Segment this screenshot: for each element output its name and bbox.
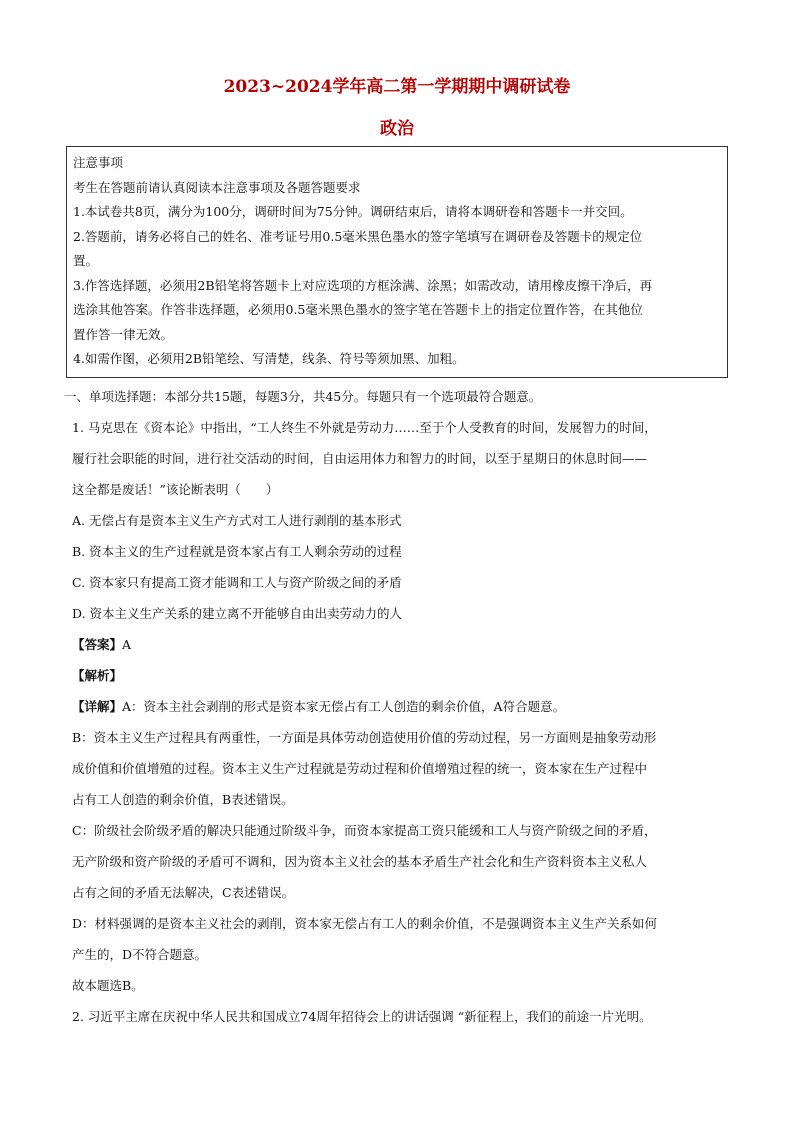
explanation-line: 成价值和价值增殖的过程。资本主义生产过程就是劳动过程和价值增殖过程的统一，资本家在生产过程中 [72, 761, 648, 776]
option-b: B. 资本主义的生产过程就是资本家占有工人剩余劳动的过程 [72, 544, 402, 559]
notice-box [66, 146, 728, 378]
notice-intro: 考生在答题前请认真阅读本注意事项及各题答题要求 [73, 179, 361, 195]
notice-line: 1.本试卷共8页，满分为100分，调研时间为75分钟。调研结束后，请将本调研卷和答题卡一并交回。 [73, 204, 633, 219]
option-c: C. 资本家只有提高工资才能调和工人与资产阶级之间的矛盾 [72, 575, 402, 590]
exam-title: 2023~2024学年高二第一学期期中调研试卷 [223, 77, 571, 97]
option-a: A. 无偿占有是资本主义生产方式对工人进行剥削的基本形式 [72, 513, 402, 528]
section-heading: 一、单项选择题：本部分共15题，每题3分，共45分。每题只有一个选项最符合题意。 [64, 389, 542, 404]
answer-label: 【答案】 [72, 637, 123, 652]
explanation-line [72, 691, 732, 722]
notice-line: 选涂其他答案。作答非选择题，必须用0.5毫米黑色墨水的签字笔在答题卡上的指定位置作答，在其他位 [73, 302, 643, 317]
explanation-line: B：资本主义生产过程具有两重性，一方面是具体劳动创造使用价值的劳动过程，另一方面则是抽象劳动形 [72, 730, 657, 745]
question-2-stem: 2. 习近平主席在庆祝中华人民共和国成立74周年招待会上的讲话强调 “新征程上，我们的前途一片光明。 [72, 1009, 652, 1024]
subject-title: 政治 [380, 119, 414, 139]
explanation-line: C：阶级社会阶级矛盾的解决只能通过阶级斗争，而资本家提高工资只能缓和工人与资产阶级之间的矛盾， [72, 823, 657, 838]
question-stem-line: 1. 马克思在《资本论》中指出，“工人终生不外就是劳动力……至于个人受教育的时间，发展智力的时间， [72, 420, 657, 435]
question-stem-line: 履行社会职能的时间，进行社交活动的时间，自由运用体力和智力的时间，以至于星期日的休息时间—— [72, 451, 648, 466]
explanation-line: 占有工人创造的剩余价值，B表述错误。 [72, 792, 294, 807]
explanation-line: 产生的，D不符合题意。 [72, 947, 208, 962]
option-d: D. 资本主义生产关系的建立离不开能够自由出卖劳动力的人 [72, 606, 403, 621]
answer-line [72, 629, 732, 660]
explanation-line: D：材料强调的是资本主义社会的剥削，资本家无偿占有工人的剩余价值，不是强调资本主义生产关系如何 [72, 916, 658, 931]
notice-line: 置。 [73, 253, 99, 268]
notice-line: 3.作答选择题，必须用2B铅笔将答题卡上对应选项的方框涂满、涂黑；如需改动，请用橡皮擦干净后，再 [73, 277, 653, 293]
notice-line: 2.答题前，请务必将自己的姓名、准考证号用0.5毫米黑色墨水的签字笔填写在调研卷及答题卡的规定位 [73, 228, 643, 244]
analysis-label: 【解析】 [72, 668, 123, 683]
notice-line: 4.如需作图，必须用2B铅笔绘、写清楚，线条、符号等须加黑、加粗。 [73, 351, 465, 366]
notice-line: 置作答一律无效。 [73, 326, 174, 342]
notice-heading: 注意事项 [73, 155, 124, 170]
question-stem-line: 这全都是废话！”该论断表明（ ） [72, 482, 279, 497]
exam-content [64, 381, 732, 1032]
explanation-line: 故本题选B。 [72, 978, 144, 993]
answer-value: A [122, 637, 132, 652]
explanation-line: 无产阶级和资产阶级的矛盾可不调和，因为资本主义社会的基本矛盾生产社会化和生产资料资本主义私人 [72, 854, 648, 869]
explanation-text: A：资本主社会剥削的形式是资本家无偿占有工人创造的剩余价值，A符合题意。 [122, 699, 566, 714]
detail-label: 【详解】 [72, 699, 123, 714]
explanation-line: 占有之间的矛盾无法解决，C表述错误。 [72, 885, 295, 900]
